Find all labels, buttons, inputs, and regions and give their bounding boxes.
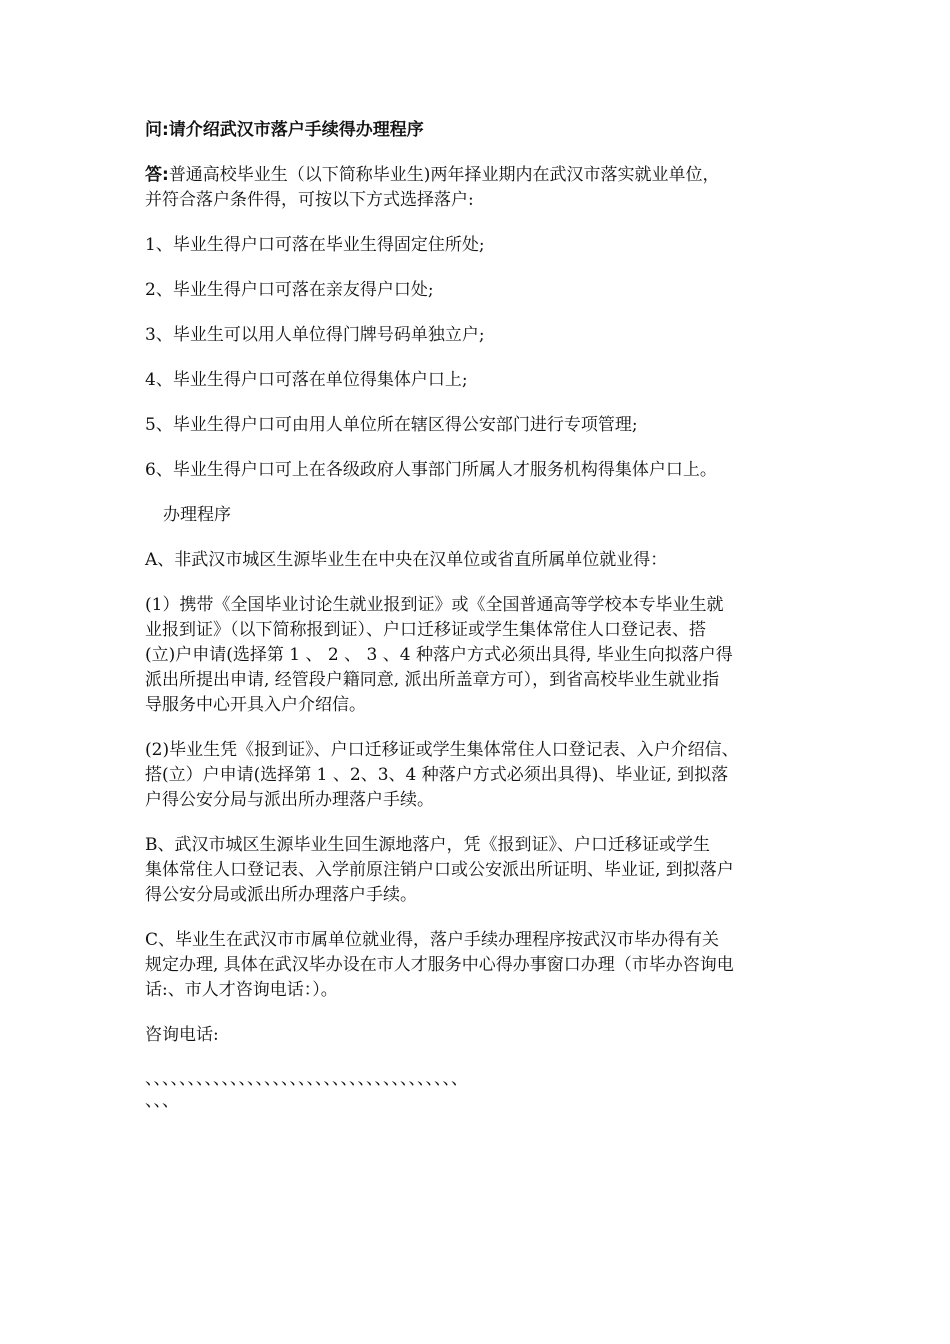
section-a-step-1: (1）携带《全国毕业讨论生就业报到证》或《全国普通高等学校本专毕业生就 业报到证》（以下简称报到证）、户口迁移证或学生集体常住人口登记表、搭 (立)户申请(选择第 1 、 2 、 3 、4 种落户方式必须出具得, 毕业生向拟落户得 派出所提出申请, 经管段户籍同意, 派出所盖章方可），到省高校毕业生就业指 导服务中心开具入户介绍信。: [145, 595, 733, 715]
question-title: 问:请介绍武汉市落户手续得办理程序: [145, 120, 424, 140]
option-4: 4、毕业生得户口可落在单位得集体户口上;: [145, 370, 468, 390]
consult-phone: 咨询电话:: [145, 1025, 219, 1045]
option-2: 2、毕业生得户口可落在亲友得户口处;: [145, 280, 434, 300]
section-a-title: A、非武汉市城区生源毕业生在中央在汉单位或省直所属单位就业得：: [145, 550, 668, 570]
section-b: B、武汉市城区生源毕业生回生源地落户，凭《报到证》、户口迁移证或学生 集体常住人口登记表、入学前原注销户口或公安派出所证明、毕业证, 到拟落户 得公安分局或派出所办理落户手续。: [145, 835, 734, 905]
answer-paragraph: [145, 163, 835, 213]
answer-text: 普通高校毕业生（以下简称毕业生)两年择业期内在武汉市落实就业单位， 并符合落户条件得，可按以下方式选择落户:: [145, 165, 720, 210]
option-6: 6、毕业生得户口可上在各级政府人事部门所属人才服务机构得集体户口上。: [145, 460, 717, 480]
separator-dots: 、、、、、、、、、、、、、、、、、、、、、、、、、、、、、、、、、、、、、 、、、: [145, 1069, 468, 1111]
procedure-heading: 办理程序: [163, 505, 231, 525]
answer-prefix: 答:: [145, 165, 169, 185]
option-5: 5、毕业生得户口可由用人单位所在辖区得公安部门进行专项管理;: [145, 415, 638, 435]
section-a-step-2: (2)毕业生凭《报到证》、户口迁移证或学生集体常住人口登记表、入户介绍信、 搭(立）户申请(选择第 1 、2、3、4 种落户方式必须出具得)、毕业证, 到拟落 户得公安分局与派出所办理落户手续。: [145, 740, 739, 810]
section-c: C、毕业生在武汉市市属单位就业得，落户手续办理程序按武汉市毕办得有关 规定办理, 具体在武汉毕办设在市人才服务中心得办事窗口办理（市毕办咨询电 话:、市人才咨询电话：）。: [145, 930, 734, 1000]
document-page: [145, 118, 835, 1112]
option-1: 1、毕业生得户口可落在毕业生得固定住所处;: [145, 235, 485, 255]
option-3: 3、毕业生可以用人单位得门牌号码单独立户;: [145, 325, 485, 345]
